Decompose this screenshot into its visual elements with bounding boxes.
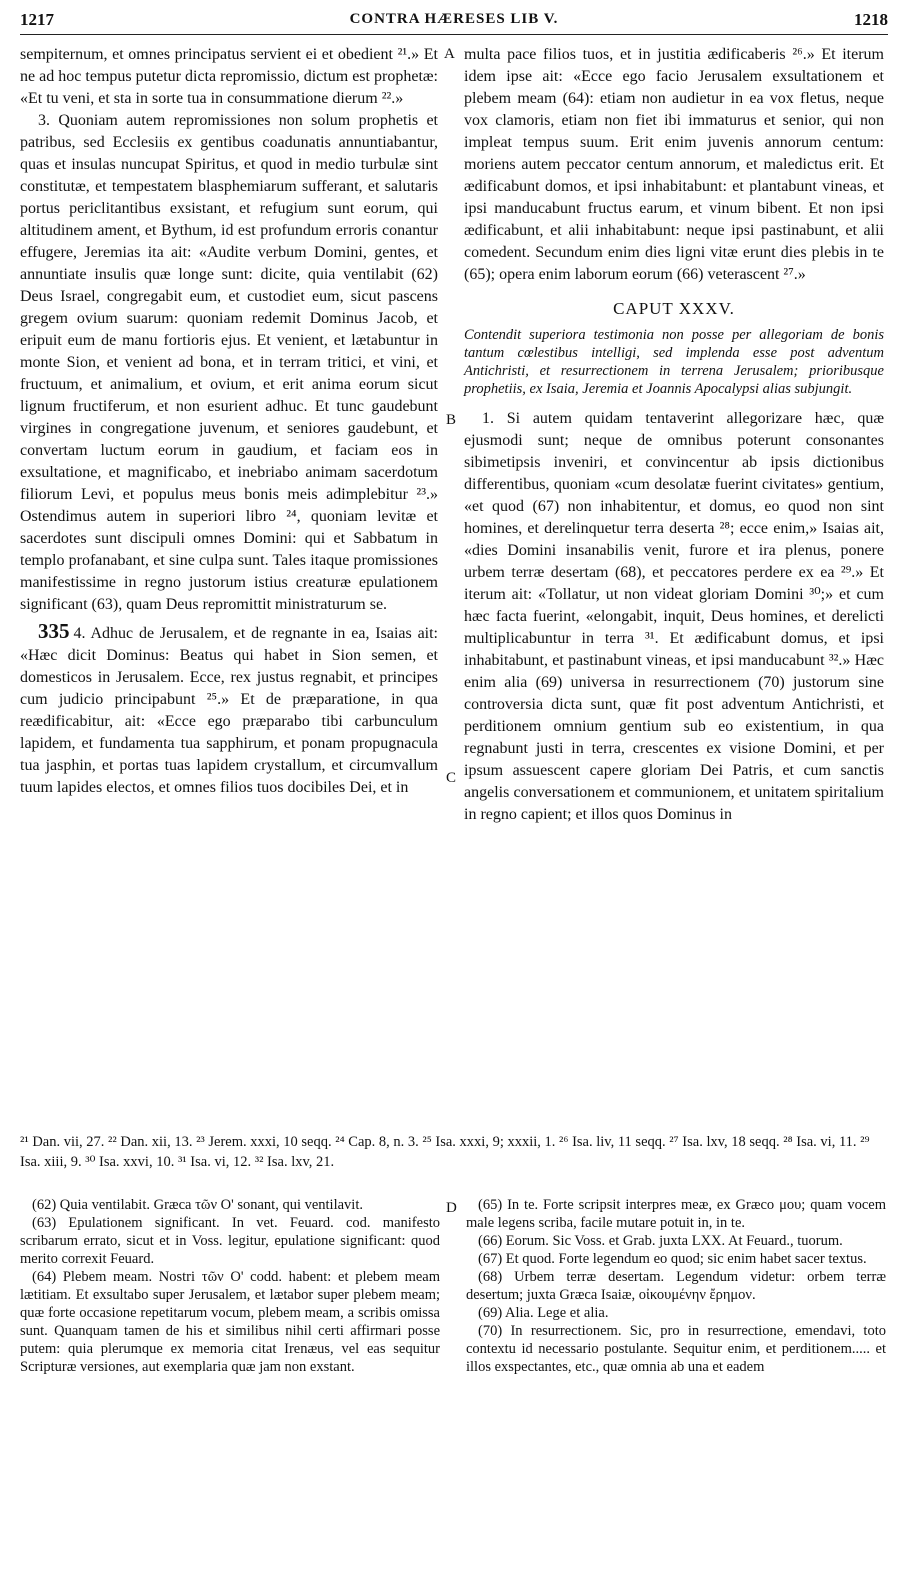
- right-text-column: [464, 44, 884, 826]
- footnote-66: (66) Eorum. Sic Voss. et Grab. juxta LXX. At Feuard., tuorum.: [478, 1233, 843, 1249]
- footnote-68: (68) Urbem terræ desertam. Legendum videtur: orbem terræ desertum; juxta Græca Isaiæ, οἰκουμένην ἔρημον.: [466, 1269, 886, 1303]
- running-title: CONTRA HÆRESES LIB V.: [349, 11, 559, 27]
- paragraph-3: 3. Quoniam autem repromissiones non solum prophetis et patribus, sed Ecclesiis ex gentibus coadunatis annuntiabantur, quas et insulas nuncupat Spiritus, et quod in medio turbulæ sint constitutæ, et tempestatem blasphemiarum sufferant, et salutaris portus periclitantibus exsistant, et refugium sunt eorum, qui altitudinem ament, et Bythum, id est profundum erroris conantur effugere, Jeremias ita ait: «Audite verbum Domini, gentes, et annuntiate insulis quæ longe sunt: dicite, quia ventilabit (62) Deus Israel, congregabit eum, et custodiet eum, sicut pascens gregem ovium suarum: quoniam redemit Dominus Jacob, et eripuit eum de manu fortioris ejus. Et venient, et lætabuntur in monte Sion, et venient ad bona, et in terram tritici, et vini, et fructuum, et animalium, et ovium, et erit anima eorum sicut lignum fructiferum, et non esurient adhuc. Et tunc gaudebunt virgines in congregatione juvenum, et seniores gaudebunt, et convertam luctum eorum in gaudium, et faciam eos in exsultatione, et magnificabo, et inebriabo animam sacerdotum filiorum Levi, et populus meus bonis meis adimplebitur ²³.» Ostendimus autem in superiori libro ²⁴, quoniam levitæ et sacerdotes sunt discipuli omnes Domini: qui et Sabbatum in templo profanabant, et sine culpa sunt. Tales itaque promissiones manifestissime in regno justorum istius creaturæ epulationem significant (63), quam Deus repromittit ministraturum se.: [20, 112, 438, 613]
- left-text-column: [20, 44, 438, 799]
- footnote-64: (64) Plebem meam. Nostri τῶν Ο' codd. habent: et plebem meam lætitiam. Et exsultabo super Jerusalem, et lætabor super plebem meam; quæ forte occasione repetitarum vocum, plebem meam, a scribis omissa sunt. Quanquam tamen de his et similibus nihil certi affirmari posse putem: quia plerumque ex memoria citat Irenæus, vel eas sequitur Scripturæ versiones, aut exemplaria quæ jam non exstant.: [20, 1269, 440, 1375]
- chapter-heading: CAPUT XXXV.: [613, 299, 735, 318]
- footnote-62: (62) Quia ventilabit. Græca τῶν Ο' sonant, qui ventilavit.: [32, 1197, 363, 1213]
- chapter-summary: Contendit superiora testimonia non posse per allegoriam de bonis tantum cœlestibus intelligi, sed implenda esse post adventum Antichristi, et resurrectionem in terrena Jerusalem; prioribusque prophetiis, ex Isaia, Jeremia et Joannis Apocalypsi alias subjungit.: [464, 327, 884, 397]
- footnotes-right: [466, 1196, 886, 1376]
- footnote-67: (67) Et quod. Forte legendum eo quod; sic enim habet sacer textus.: [478, 1251, 867, 1267]
- paragraph-4: [20, 620, 438, 799]
- margin-letter-d: D: [446, 1200, 457, 1216]
- margin-letter-c: C: [446, 770, 457, 786]
- paragraph-continuation-right: multa pace filios tuos, et in justitia ædificaberis ²⁶.» Et iterum idem ipse ait: «Ecce ego facio Jerusalem exsultationem et plebem meam (64): etiam non audietur in ea vox fletus, neque vox clamoris, etiam non fiet ibi immaturus et senior, qui non impleat tempus suum. Erit enim juvenis annorum centum: moriens autem peccator centum annorum, et maledictus erit. Et ædificabunt domos, et ipsi inhabitabunt: et plantabunt vineas, et ipsi manducabunt fructus earum, et vinum bibent. Et non ipsi ædificabunt, et alii inhabitabunt: neque ipsi pastinabunt, et alii comedent. Secundum enim dies ligni vitæ erunt dies plebis in te (65); opera enim laborum eorum (66) veterascent ²⁷.»: [464, 46, 884, 283]
- right-page-number: 1218: [854, 10, 888, 29]
- running-header: [20, 8, 888, 35]
- footnote-70: (70) In resurrectionem. Sic, pro in resurrectione, emendavi, toto contextu id necessario postulante. Sequitur enim, et perditionem..... et illos exspectantes, etc., quæ omnia ab una et eadem: [466, 1323, 886, 1375]
- margin-letter-a: A: [444, 46, 455, 62]
- paragraph-4-text: 4. Adhuc de Jerusalem, et de regnante in ea, Isaias ait: «Hæc dicit Dominus: Beatus qui habet in Sion semen, et domesticos in Jerusalem. Ecce, rex justus regnabit, et principes cum judicio principabunt ²⁵.» Et de præparatione, in qua reædificabitur, ait: «Ecce ego præparabo tibi carbunculum lapidem, et fundamenta tua sapphirum, et ponam propugnacula tua jasphin, et portas tuas lapidem crystallum, et circumvallum tuum lapides electos, et omnes filios tuos docibiles Dei, et in: [20, 625, 438, 796]
- left-page-number: 1217: [20, 10, 54, 29]
- paragraph-continuation: sempiternum, et omnes principatus servient ei et obedient ²¹.» Et ne ad hoc tempus putetur dicta repromissio, dictum est prophetæ: «Et tu veni, et sta in sorte tua in consummatione dierum ²².»: [20, 46, 438, 107]
- footnotes-left: [20, 1196, 440, 1376]
- chapter-paragraph-1: 1. Si autem quidam tentaverint allegorizare hæc, quæ ejusmodi sunt; neque de omnibus poterunt consonantes sibimetipsis inveniri, et convincentur ab ipsis dictionibus differentibus, quoniam «cum desolatæ fuerint civitates» gentium, «et quod (67) non inhabitentur, et domus, eo quod non sint homines, et derelinquetur terra deserta ²⁸; ecce enim,» Isaias ait, «dies Domini insanabilis venit, furore et ira plenus, ponere urbem terræ desertam (68), et peccatores perdere ex ea ²⁹.» Et iterum ait: «Tollatur, ut non videat gloriam Domini ³⁰;» et cum hæc facta fuerint, «elongabit, inquit, Deus homines, et derelicti multiplicabuntur in terra ³¹. Et ædificabunt domus, et ipsi inhabitabunt, et pastinabunt vineas, et ipsi manducabunt ³².» Hæc enim alia (69) universa in resurrectionem (70) justorum sine controversia dicta sunt, quæ fit post adventum Antichristi, et perditionem omnium gentium sub eo existentium, in qua regnabunt justi in terra, crescentes ex visione Domini, et per ipsum assuescent capere gloriam Dei Patris, et cum sanctis angelis conversationem et communionem, et unitatem spiritalium in regno capient; et illos quos Dominus in: [464, 410, 884, 823]
- footnote-69: (69) Alia. Lege et alia.: [478, 1305, 609, 1321]
- scripture-references: ²¹ Dan. vii, 27. ²² Dan. xii, 13. ²³ Jerem. xxxi, 10 seqq. ²⁴ Cap. 8, n. 3. ²⁵ Isa. xxxi, 9; xxxii, 1. ²⁶ Isa. liv, 11 seqq. ²⁷ Isa. lxv, 18 seqq. ²⁸ Isa. vi, 11. ²⁹ Isa. xiii, 9. ³⁰ Isa. xxvi, 10. ³¹ Isa. vi, 12. ³² Isa. lxv, 21.: [20, 1134, 870, 1170]
- margin-letter-b: B: [446, 412, 457, 428]
- footnote-63: (63) Epulationem significant. In vet. Feuard. cod. manifesto scribarum errato, sicut et in Voss. legitur, epulatione significant: quod merito correxit Feuard.: [20, 1215, 440, 1267]
- footnote-65: (65) In te. Forte scripsit interpres meæ, ex Græco μου; quam vocem male legens scriba, facile mutare potuit in, in te.: [466, 1197, 886, 1231]
- section-number: 335: [38, 619, 70, 643]
